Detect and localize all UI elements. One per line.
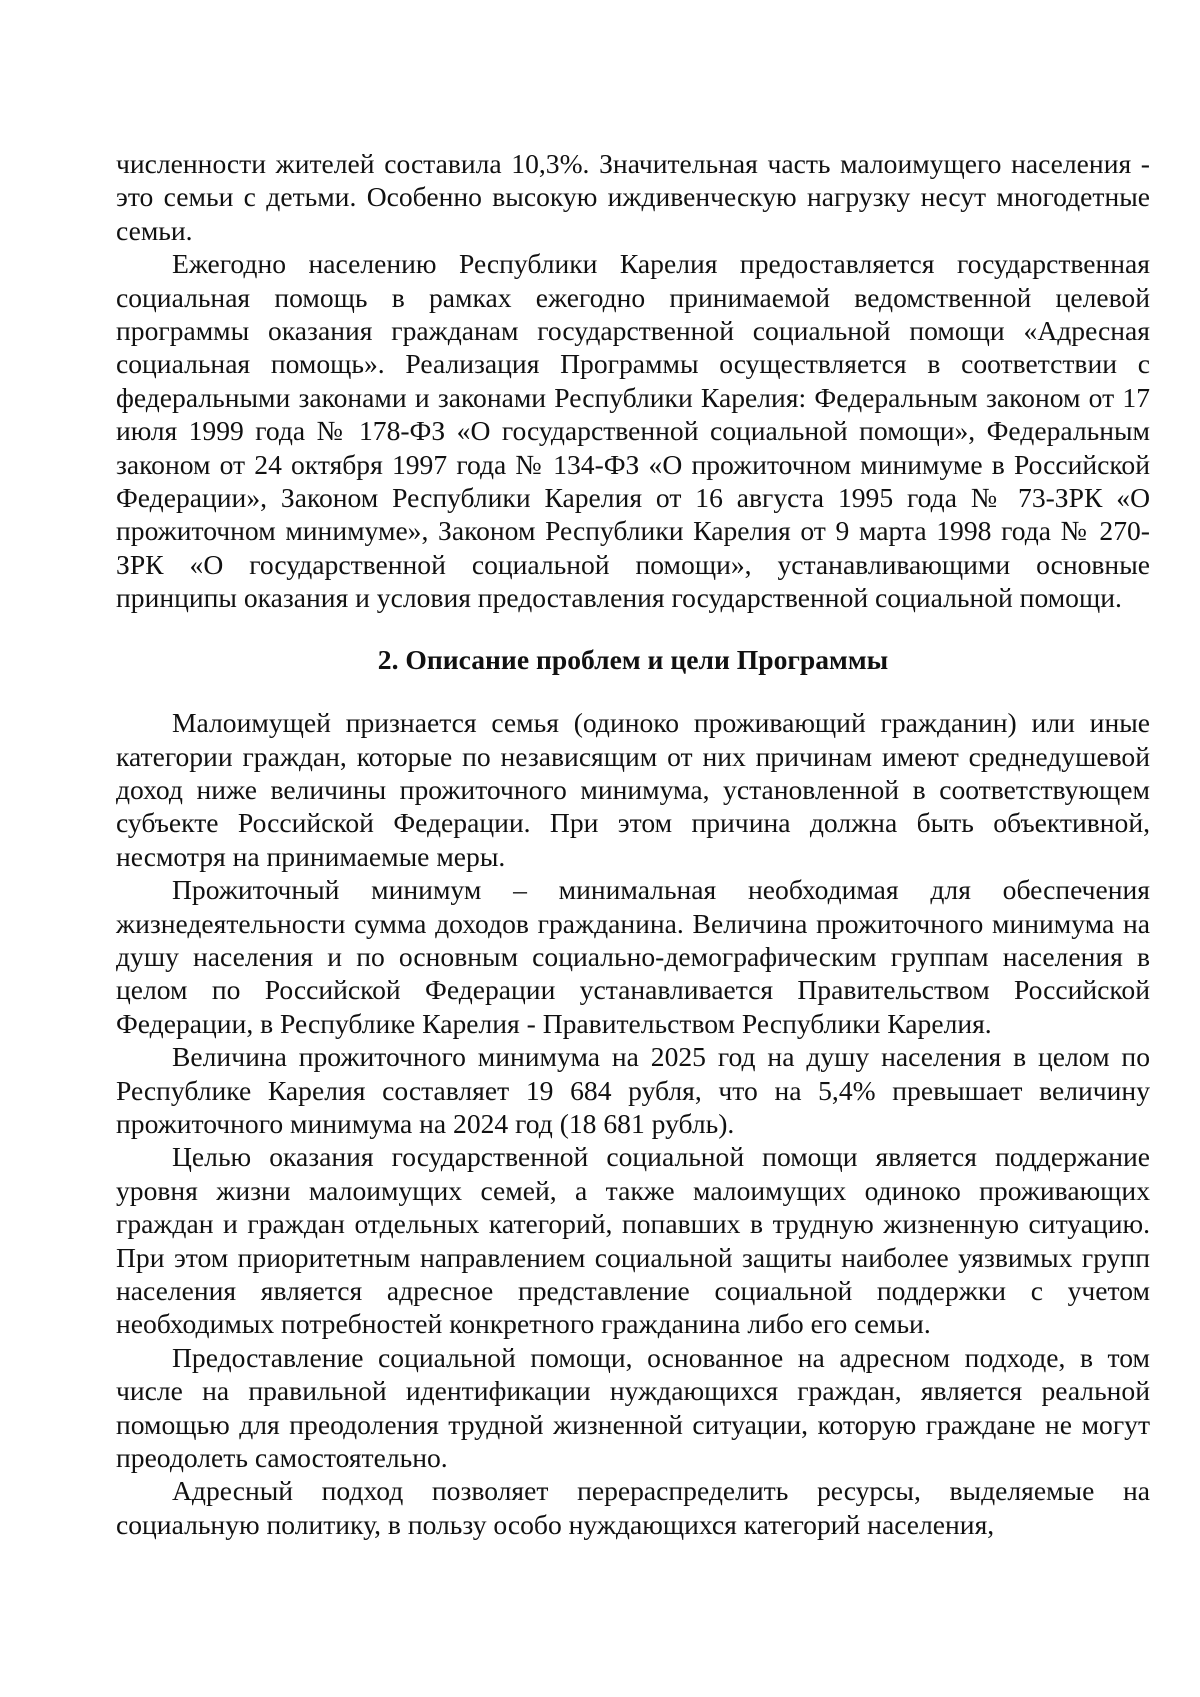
- paragraph-program-goal: Целью оказания государственной социальной помощи является поддержание уровня жизни малоимущих семей, а также малоимущих одиноко проживающих граждан и граждан отдельных категорий, попавших в трудную жизненную ситуацию. При этом приоритетным направлением социальной защиты наиболее уязвимых групп населения является адресное представление социальной поддержки с учетом необходимых потребностей конкретного гражданина либо его семьи.: [116, 1141, 1150, 1340]
- paragraph-targeted-approach: Предоставление социальной помощи, основанное на адресном подходе, в том числе на правильной идентификации нуждающихся граждан, является реальной помощью для преодоления трудной жизненной ситуации, которую граждане не могут преодолеть самостоятельно.: [116, 1341, 1150, 1474]
- paragraph-legal-basis: Ежегодно населению Республики Карелия предоставляется государственная социальная помощь в рамках ежегодно принимаемой ведомственной целевой программы оказания гражданам государственной социальной помощи «Адресная социальная помощь». Реализация Программы осуществляется в соответствии с федеральными законами и законами Республики Карелия: Федеральным законом от 17 июля 1999 года № 178-ФЗ «О государственной социальной помощи», Федеральным законом от 24 октября 1997 года № 134-ФЗ «О прожиточном минимуме в Российской Федерации», Законом Республики Карелия от 16 августа 1995 года № 73-ЗРК «О прожиточном минимуме», Законом Республики Карелия от 9 марта 1998 года № 270-ЗРК «О государственной социальной помощи», устанавливающими основные принципы оказания и условия предоставления государственной социальной помощи.: [116, 248, 1150, 614]
- paragraph-low-income-definition: Малоимущей признается семья (одиноко проживающий гражданин) или иные категории граждан, которые по независящим от них причинам имеют среднедушевой доход ниже величины прожиточного минимума, установленной в соответствующем субъекте Российской Федерации. При этом причина должна быть объективной, несмотря на принимаемые меры.: [116, 707, 1150, 872]
- paragraph-resource-redistribution: Адресный подход позволяет перераспределить ресурсы, выделяемые на социальную политику, в пользу особо нуждающихся категорий населения,: [116, 1475, 1150, 1540]
- section-heading: 2. Описание проблем и цели Программы: [377, 643, 889, 675]
- paragraph-continuation: численности жителей составила 10,3%. Значительная часть малоимущего населения - это семьи с детьми. Особенно высокую иждивенческую нагрузку несут многодетные семьи.: [116, 148, 1150, 246]
- paragraph-minimum-value: Величина прожиточного минимума на 2025 год на душу населения в целом по Республике Карелия составляет 19 684 рубля, что на 5,4% превышает величину прожиточного минимума на 2024 год (18 681 рубль).: [116, 1041, 1150, 1139]
- document-page: [116, 147, 1150, 1541]
- paragraph-subsistence-minimum: Прожиточный минимум – минимальная необходимая для обеспечения жизнедеятельности сумма доходов гражданина. Величина прожиточного минимума на душу населения и по основным социально-демографическим группам населения в целом по Российской Федерации устанавливается Правительством Российской Федерации, в Республике Карелия - Правительством Республики Карелия.: [116, 874, 1150, 1039]
